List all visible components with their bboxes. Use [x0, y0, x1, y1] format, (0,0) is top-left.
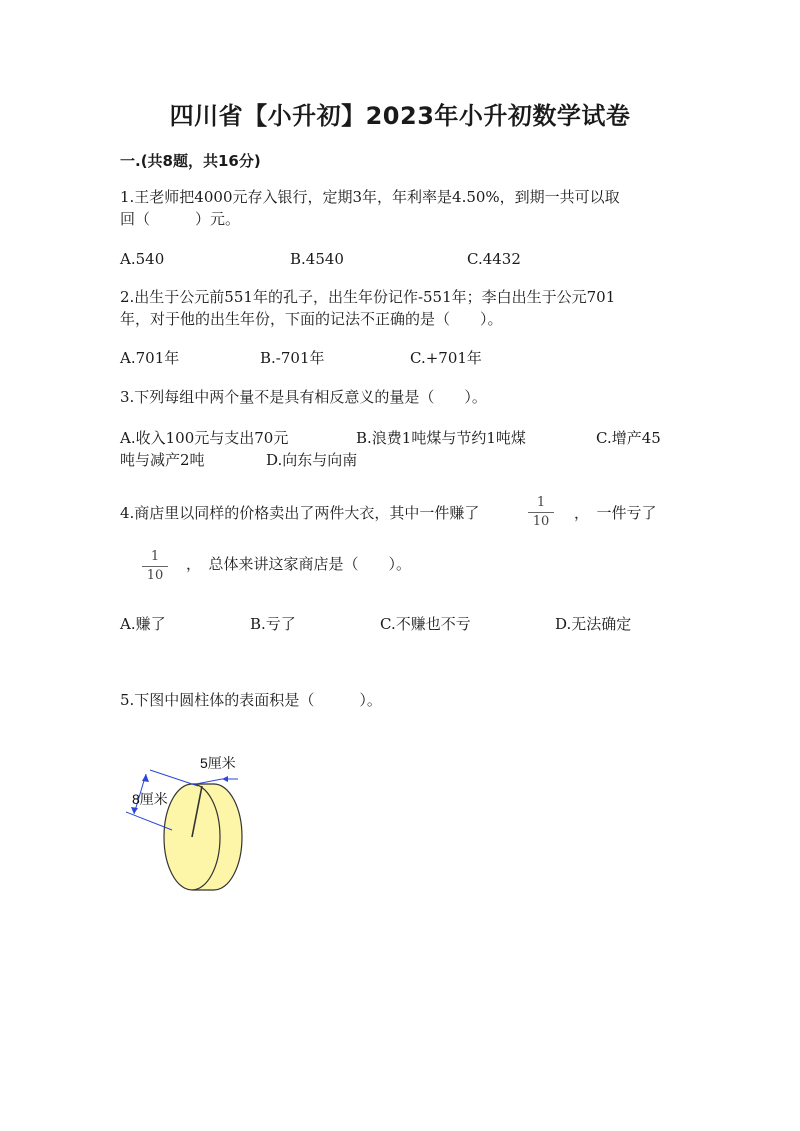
question-4-stem-part2: ， 一件亏了	[574, 504, 657, 522]
fraction-bar	[142, 566, 168, 567]
question-3-stem: 3.下列每组中两个量不是具有相反意义的量是（ ）。	[120, 388, 487, 406]
question-2-stem-line2: 年，对于他的出生年份，下面的记法不正确的是（ ）。	[120, 310, 503, 328]
question-4-fraction-1	[528, 496, 554, 529]
question-2-stem-line1: 2.出生于公元前551年的孔子，出生年份记作-551年；李白出生于公元701	[120, 288, 616, 306]
question-3-option-b: B.浪费1吨煤与节约1吨煤	[356, 429, 526, 447]
diameter-top-leader	[150, 770, 198, 786]
question-4-stem-part3: ， 总体来讲这家商店是（ ）。	[186, 555, 412, 573]
question-4-option-c: C.不赚也不亏	[380, 615, 471, 633]
diameter-arrow-up-icon	[142, 774, 149, 782]
question-1-option-b: B.4540	[290, 250, 344, 268]
question-4-option-d: D.无法确定	[555, 615, 632, 633]
question-2-option-b: B.-701年	[260, 349, 325, 367]
question-2-option-c: C.+701年	[410, 349, 482, 367]
question-4-option-a: A.赚了	[120, 615, 166, 633]
page-title: 四川省【小升初】2023年小升初数学试卷	[169, 102, 631, 130]
fraction-denominator: 10	[532, 514, 550, 529]
question-1-option-a: A.540	[120, 250, 165, 268]
question-3-option-d: D.向东与向南	[266, 451, 358, 469]
height-dimension-line	[196, 779, 222, 784]
question-4-fraction-2	[142, 550, 168, 583]
question-5-stem: 5.下图中圆柱体的表面积是（ ）。	[120, 691, 382, 709]
height-arrow-icon	[222, 776, 228, 782]
diameter-arrow-down-icon	[131, 807, 138, 814]
diameter-label: 8厘米	[132, 791, 168, 807]
question-2-option-a: A.701年	[120, 349, 180, 367]
question-3-option-a: A.收入100元与支出70元	[120, 429, 289, 447]
fraction-numerator: 1	[536, 495, 546, 510]
fraction-numerator: 1	[150, 549, 160, 564]
cylinder-figure	[122, 750, 252, 895]
question-4-stem-part1: 4.商店里以同样的价格卖出了两件大衣，其中一件赚了	[120, 504, 480, 522]
height-label: 5厘米	[200, 755, 236, 771]
fraction-bar	[528, 512, 554, 513]
fraction-denominator: 10	[146, 568, 164, 583]
question-1-stem-line2: 回（ ）元。	[120, 210, 241, 228]
question-1-option-c: C.4432	[467, 250, 521, 268]
question-3-option-c-continued: 吨与减产2吨	[120, 451, 205, 469]
section-heading: 一.(共8题，共16分)	[120, 152, 261, 170]
question-1-stem-line1: 1.王老师把4000元存入银行，定期3年，年利率是4.50%，到期一共可以取	[120, 188, 620, 206]
question-4-option-b: B.亏了	[250, 615, 296, 633]
question-3-option-c: C.增产45	[596, 429, 661, 447]
